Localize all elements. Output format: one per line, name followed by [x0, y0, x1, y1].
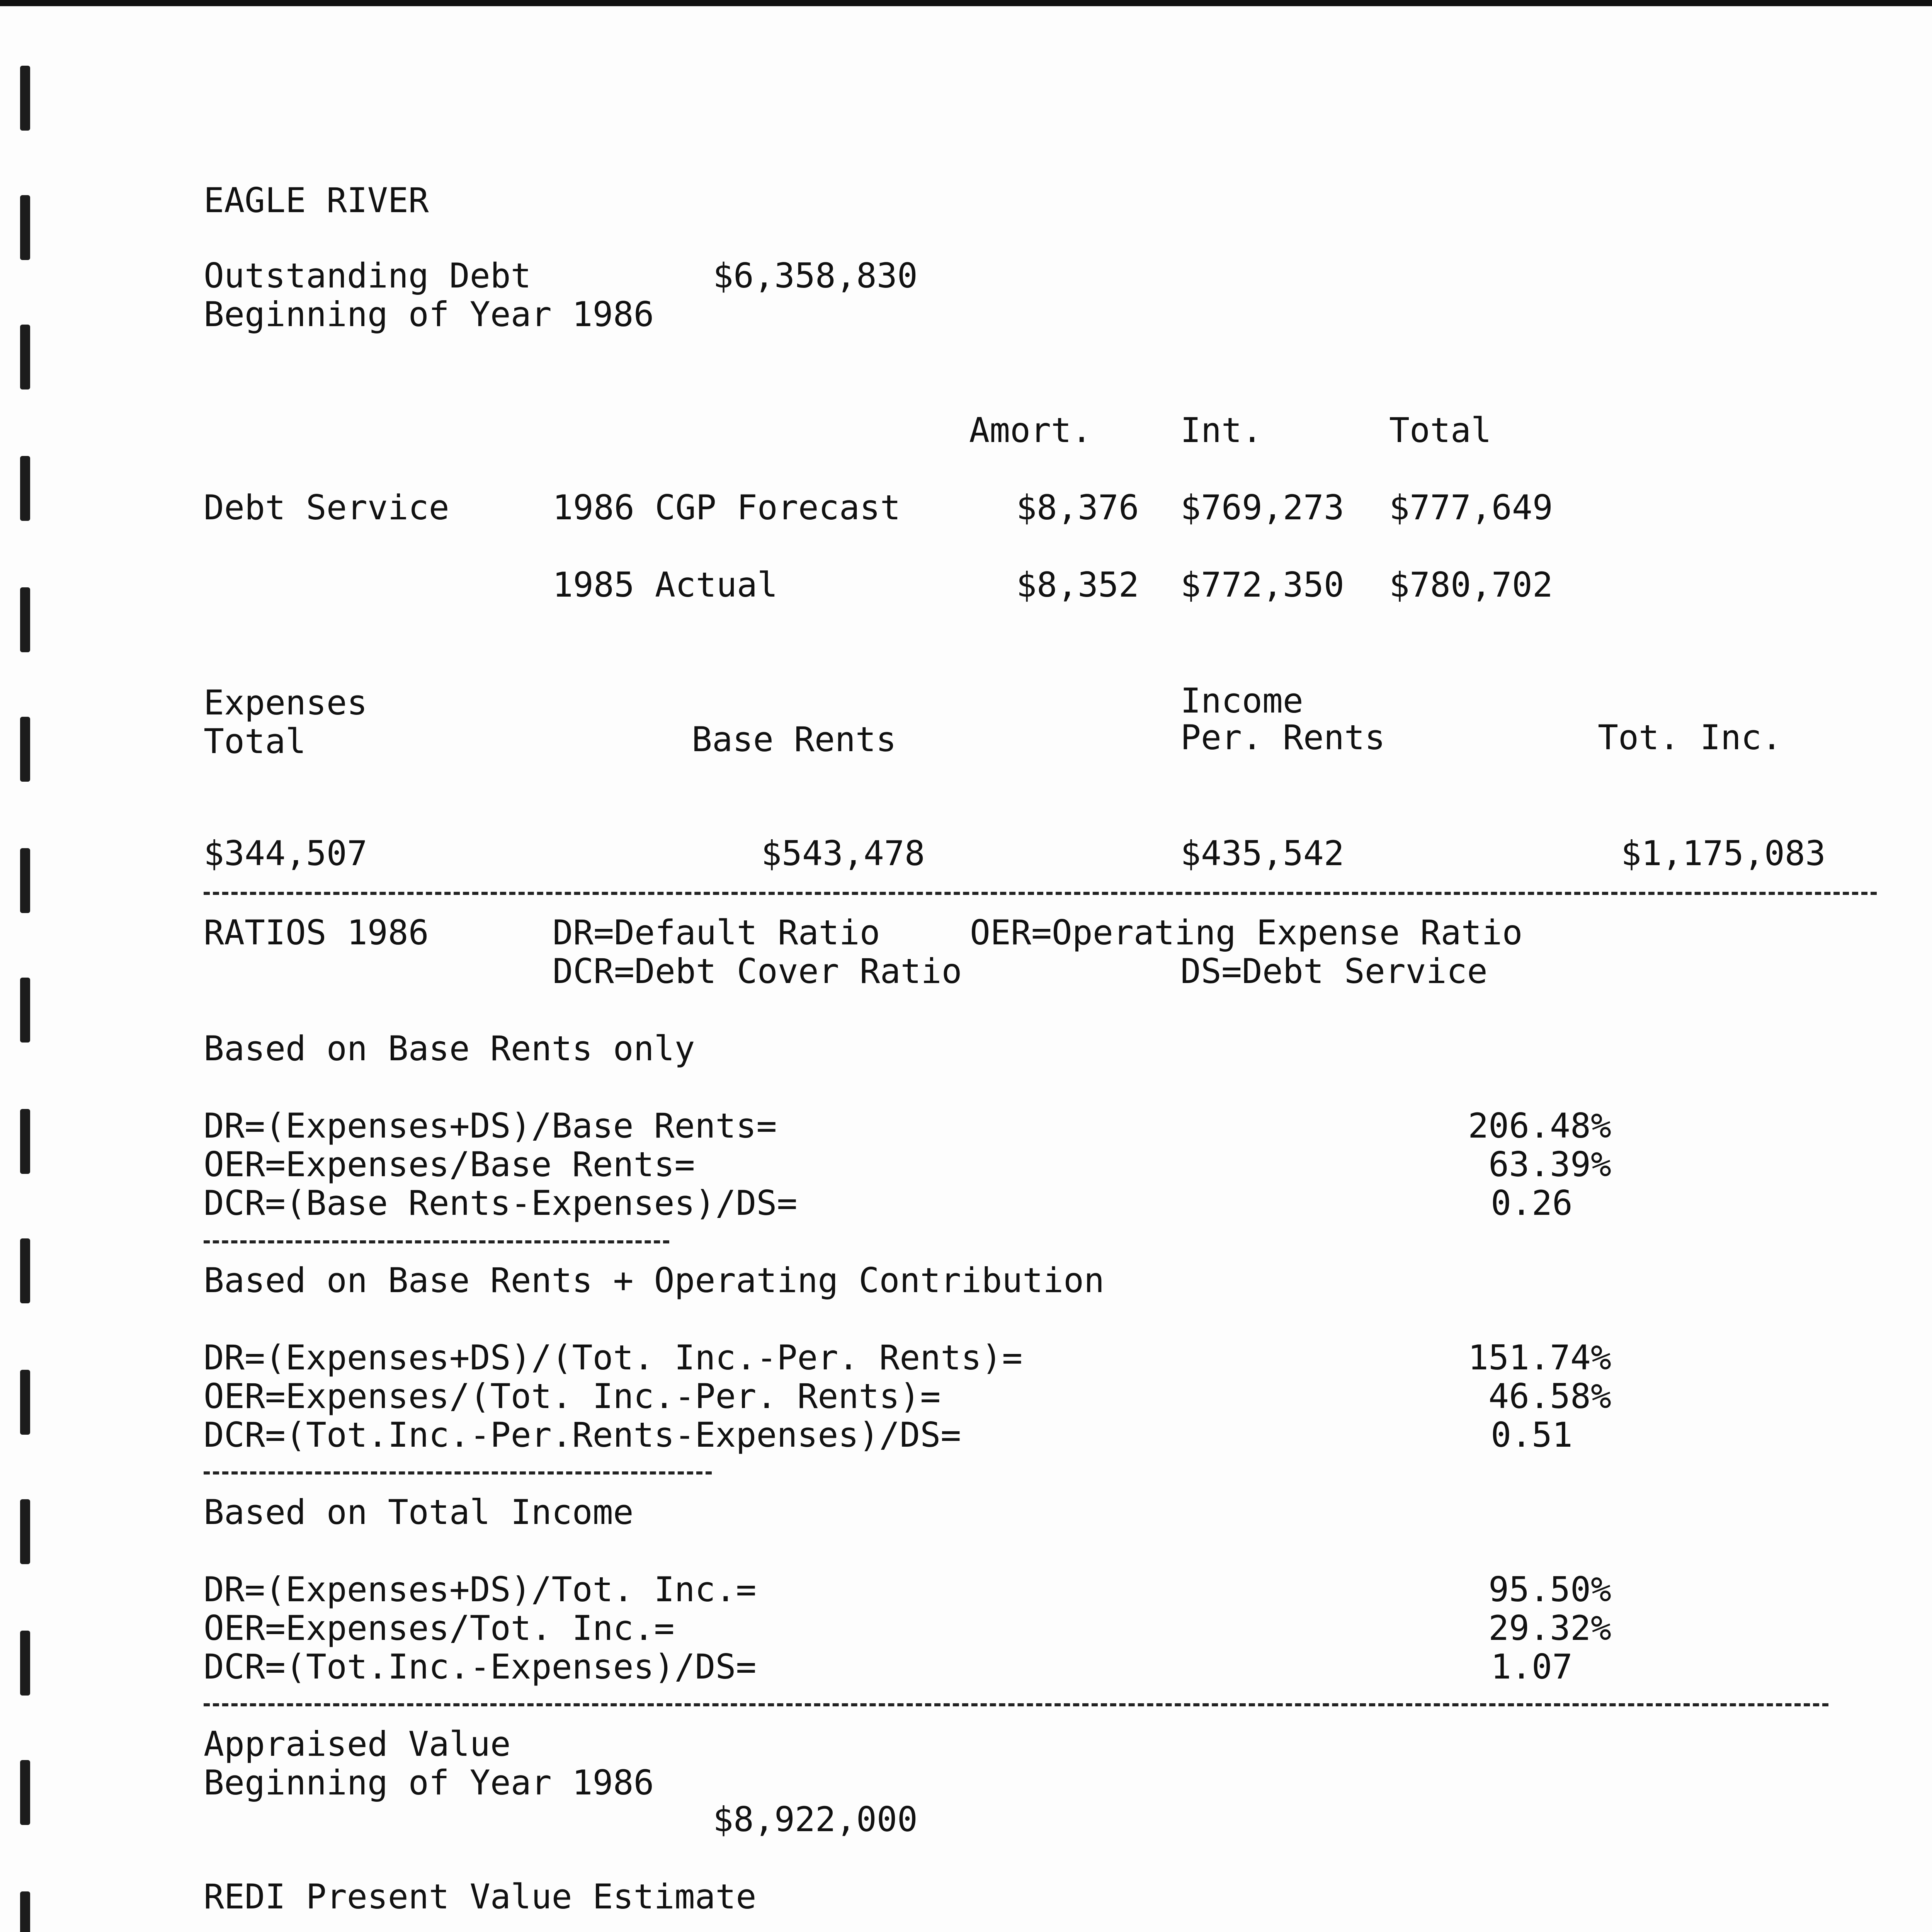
binder-hole: [20, 587, 30, 652]
binder-hole: [20, 848, 30, 913]
tot-inc-label: Tot. Inc.: [1598, 718, 1782, 757]
binder-hole: [20, 1499, 30, 1564]
appraised-value-label: Appraised Value: [204, 1724, 511, 1764]
binder-hole: [20, 1109, 30, 1174]
def-oer: OER=Operating Expense Ratio: [970, 913, 1523, 952]
top-edge-line: [0, 0, 1932, 6]
ratio-value: 206.48%: [1468, 1106, 1611, 1146]
per-rents-label: Per. Rents: [1180, 718, 1385, 757]
per-rents-value: $435,542: [1180, 833, 1344, 873]
expenses-label: Expenses: [204, 683, 367, 723]
outstanding-debt-sublabel: Beginning of Year 1986: [204, 294, 654, 334]
ratio-value: 0.26: [1491, 1183, 1573, 1223]
ratios-heading: RATIOS 1986: [204, 913, 429, 952]
ratio-formula: DCR=(Base Rents-Expenses)/DS=: [204, 1183, 798, 1223]
debt-row-amort: $8,352: [1016, 565, 1139, 605]
ratio-formula: DR=(Expenses+DS)/Base Rents=: [204, 1106, 777, 1146]
def-dcr: DCR=Debt Cover Ratio: [553, 951, 962, 991]
dashed-divider: [204, 1703, 1828, 1706]
ratio-formula: OER=Expenses/Tot. Inc.=: [204, 1608, 675, 1648]
section-title: Based on Base Rents only: [204, 1029, 695, 1068]
debt-row-total: $777,649: [1389, 488, 1553, 527]
ratio-formula: DCR=(Tot.Inc.-Expenses)/DS=: [204, 1647, 757, 1687]
ratio-value: 95.50%: [1488, 1570, 1611, 1609]
base-rents-value: $543,478: [761, 833, 925, 873]
tot-inc-value: $1,175,083: [1621, 833, 1826, 873]
binder-hole: [20, 1891, 30, 1932]
binder-hole: [20, 325, 30, 389]
binder-hole: [20, 195, 30, 260]
debt-row-total: $780,702: [1389, 565, 1553, 605]
binder-hole: [20, 717, 30, 782]
dashed-divider: [204, 892, 1877, 895]
binder-hole: [20, 1370, 30, 1435]
ratio-value: 63.39%: [1488, 1145, 1611, 1184]
ratio-formula: DR=(Expenses+DS)/(Tot. Inc.-Per. Rents)=: [204, 1338, 1023, 1378]
debt-row-label: 1986 CGP Forecast: [553, 488, 901, 527]
ratio-value: 46.58%: [1488, 1376, 1611, 1416]
expenses-value: $344,507: [204, 833, 367, 873]
dashed-divider: [204, 1471, 712, 1475]
binder-hole: [20, 978, 30, 1043]
def-dr: DR=Default Ratio: [553, 913, 880, 952]
outstanding-debt-label: Outstanding Debt: [204, 256, 531, 296]
debt-row-int: $772,350: [1180, 565, 1344, 605]
debt-row-amort: $8,376: [1016, 488, 1139, 527]
ratio-value: 0.51: [1491, 1415, 1573, 1455]
dashed-divider: [204, 1240, 669, 1243]
binder-hole: [20, 1238, 30, 1303]
col-header-amort: Amort.: [969, 410, 1092, 450]
debt-service-label: Debt Service: [204, 488, 449, 527]
debt-row-int: $769,273: [1180, 488, 1344, 527]
appraised-value-sublabel: Beginning of Year 1986: [204, 1763, 654, 1803]
expenses-total-label: Total: [204, 721, 306, 761]
binder-hole: [20, 1631, 30, 1696]
appraised-value-amount: $8,922,000: [713, 1799, 918, 1839]
ratio-value: 29.32%: [1488, 1608, 1611, 1648]
ratio-formula: OER=Expenses/Base Rents=: [204, 1145, 695, 1184]
document-title: EAGLE RIVER: [204, 180, 429, 220]
debt-row-label: 1985 Actual: [553, 565, 778, 605]
redi-estimate-label: REDI Present Value Estimate: [204, 1877, 757, 1917]
income-label: Income: [1180, 681, 1303, 721]
col-header-total: Total: [1389, 410, 1492, 450]
ratio-value: 1.07: [1491, 1647, 1573, 1687]
section-title: Based on Total Income: [204, 1492, 634, 1532]
col-header-int: Int.: [1180, 410, 1262, 450]
outstanding-debt-value: $6,358,830: [713, 256, 918, 296]
binder-hole: [20, 66, 30, 131]
section-title: Based on Base Rents + Operating Contribution: [204, 1260, 1105, 1300]
binder-hole: [20, 456, 30, 521]
ratio-formula: DR=(Expenses+DS)/Tot. Inc.=: [204, 1570, 757, 1609]
binder-hole: [20, 1760, 30, 1825]
ratio-value: 151.74%: [1468, 1338, 1611, 1378]
ratio-formula: DCR=(Tot.Inc.-Per.Rents-Expenses)/DS=: [204, 1415, 961, 1455]
def-ds: DS=Debt Service: [1180, 951, 1488, 991]
base-rents-label: Base Rents: [692, 719, 896, 759]
ratio-formula: OER=Expenses/(Tot. Inc.-Per. Rents)=: [204, 1376, 941, 1416]
